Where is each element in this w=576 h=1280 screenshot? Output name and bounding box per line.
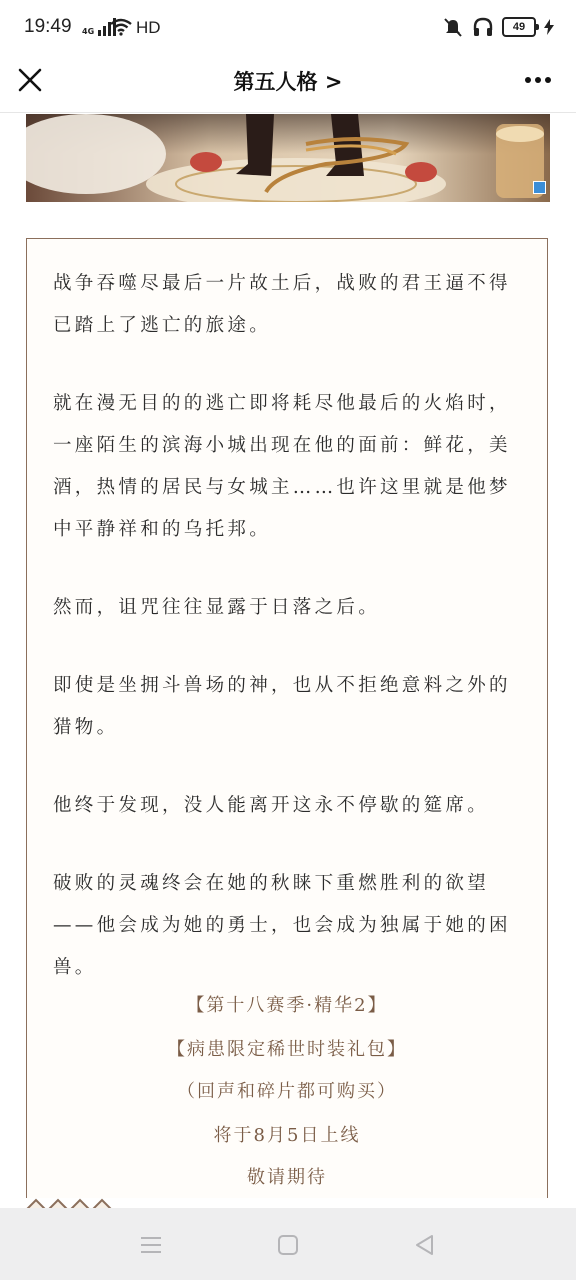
note-season: 【第十八赛季·精华2】 bbox=[186, 995, 388, 1016]
more-icon[interactable] bbox=[524, 76, 552, 84]
note-release-date: 将于8月5日上线 bbox=[213, 1125, 361, 1146]
note-stay-tuned: 敬请期待 bbox=[247, 1167, 327, 1188]
paragraph-5: 他终于发现，没人能离开这永不停歇的筵席。 bbox=[53, 795, 490, 816]
paragraph-2: 就在漫无目的的逃亡即将耗尽他最后的火焰时，一座陌生的滨海小城出现在他的面前：鲜花，美酒，热情的居民与女城主……也许这里就是他梦中平静祥和的乌托邦。 bbox=[53, 393, 511, 540]
account-title[interactable]: 第五人格 > bbox=[233, 69, 343, 94]
home-icon[interactable] bbox=[275, 1232, 301, 1258]
hd-label: HD bbox=[136, 18, 161, 37]
status-bar bbox=[0, 0, 576, 56]
image-badge-icon bbox=[533, 181, 546, 194]
top-nav bbox=[0, 56, 576, 108]
paragraph-6: 破败的灵魂终会在她的秋睐下重燃胜利的欲望——他会成为她的勇士，也会成为独属于她的困兽。 bbox=[53, 873, 511, 978]
paragraph-1: 战争吞噬尽最后一片故土后，战败的君王逼不得已踏上了逃亡的旅途。 bbox=[53, 273, 511, 336]
status-right bbox=[442, 16, 554, 38]
battery-level: 49 bbox=[512, 21, 526, 33]
note-purchase: （回声和碎片都可购买） bbox=[177, 1081, 397, 1102]
banner-illustration bbox=[26, 114, 550, 202]
mute-icon bbox=[442, 17, 464, 37]
menu-icon[interactable] bbox=[138, 1232, 164, 1258]
status-time: 19:49 bbox=[24, 16, 72, 37]
paragraph-3: 然而，诅咒往往显露于日落之后。 bbox=[53, 597, 381, 618]
wifi-icon bbox=[110, 18, 132, 36]
charging-icon bbox=[544, 19, 554, 35]
system-nav-bar bbox=[0, 1208, 576, 1280]
note-costume-pack: 【病患限定稀世时装礼包】 bbox=[167, 1039, 407, 1060]
paragraph-4: 即使是坐拥斗兽场的神，也从不拒绝意料之外的猎物。 bbox=[53, 675, 511, 738]
article-card bbox=[26, 238, 548, 1198]
network-type: 4G bbox=[82, 27, 95, 36]
back-icon[interactable] bbox=[412, 1232, 438, 1258]
battery-icon bbox=[502, 17, 536, 37]
nav-divider bbox=[0, 112, 576, 113]
banner-image bbox=[26, 114, 550, 202]
headphones-icon bbox=[472, 16, 494, 38]
